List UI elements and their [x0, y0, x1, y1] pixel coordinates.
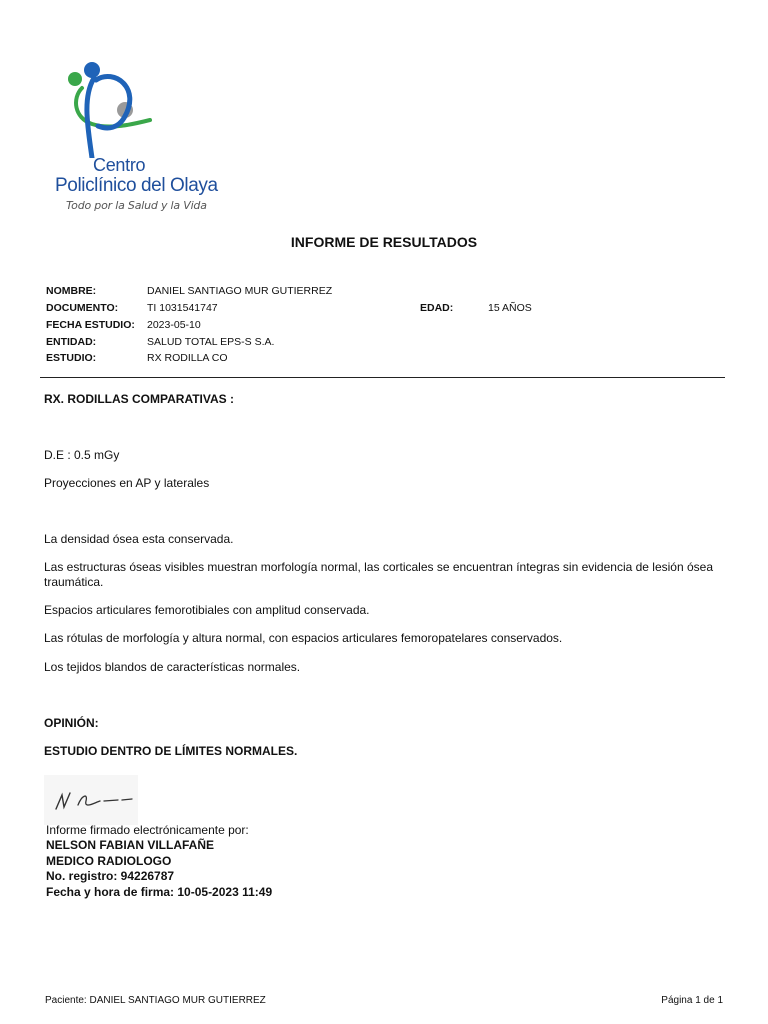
finding-item: La densidad ósea esta conservada. — [44, 532, 234, 546]
finding-item: Espacios articulares femorotibiales con amplitud conservada. — [44, 603, 370, 617]
section-title: RX. RODILLAS COMPARATIVAS : — [44, 392, 234, 406]
nombre-label: NOMBRE: — [46, 285, 97, 297]
entidad-value: SALUD TOTAL EPS-S S.A. — [147, 336, 275, 348]
logo-tagline: Todo por la Salud y la Vida — [66, 199, 207, 212]
logo-text-name: Policlínico del Olaya — [55, 175, 218, 196]
finding-item: Las estructuras óseas visibles muestran morfología normal, las corticales se encuentran íntegras sin evidencia de lesión ósea traumática. — [44, 560, 714, 589]
opinion-text: ESTUDIO DENTRO DE LÍMITES NORMALES. — [44, 744, 298, 758]
fecha-estudio-value: 2023-05-10 — [147, 319, 201, 331]
divider — [40, 377, 725, 378]
documento-label: DOCUMENTO: — [46, 302, 119, 314]
opinion-label: OPINIÓN: — [44, 716, 99, 730]
edad-value: 15 AÑOS — [488, 302, 532, 314]
finding-item: Los tejidos blandos de características normales. — [44, 660, 301, 674]
footer-patient: Paciente: DANIEL SANTIAGO MUR GUTIERREZ — [45, 995, 266, 1006]
documento-value: TI 1031541747 — [147, 302, 218, 314]
edad-label: EDAD: — [420, 302, 454, 314]
projections-text: Proyecciones en AP y laterales — [44, 476, 210, 490]
nombre-value: DANIEL SANTIAGO MUR GUTIERREZ — [147, 285, 333, 297]
registry-number: No. registro: 94226787 — [46, 869, 175, 883]
report-title: INFORME DE RESULTADOS — [290, 234, 478, 250]
entidad-label: ENTIDAD: — [46, 336, 97, 348]
signature-datetime: Fecha y hora de firma: 10-05-2023 11:49 — [46, 885, 273, 899]
estudio-label: ESTUDIO: — [46, 352, 97, 364]
radiologist-name: NELSON FABIAN VILLAFAÑE — [46, 838, 215, 852]
clinic-logo-icon — [52, 58, 162, 158]
footer-page-number: Página 1 de 1 — [661, 995, 723, 1006]
signed-by-text: Informe firmado electrónicamente por: — [46, 823, 249, 837]
logo-text-centro: Centro — [93, 155, 146, 175]
estudio-value: RX RODILLA CO — [147, 352, 228, 364]
dose-text: D.E : 0.5 mGy — [44, 448, 120, 462]
radiologist-role: MEDICO RADIOLOGO — [46, 854, 172, 868]
handwritten-signature-icon — [44, 775, 138, 825]
fecha-estudio-label: FECHA ESTUDIO: — [46, 319, 135, 331]
finding-item: Las rótulas de morfología y altura normal, con espacios articulares femoropatelares conservados. — [44, 631, 563, 645]
